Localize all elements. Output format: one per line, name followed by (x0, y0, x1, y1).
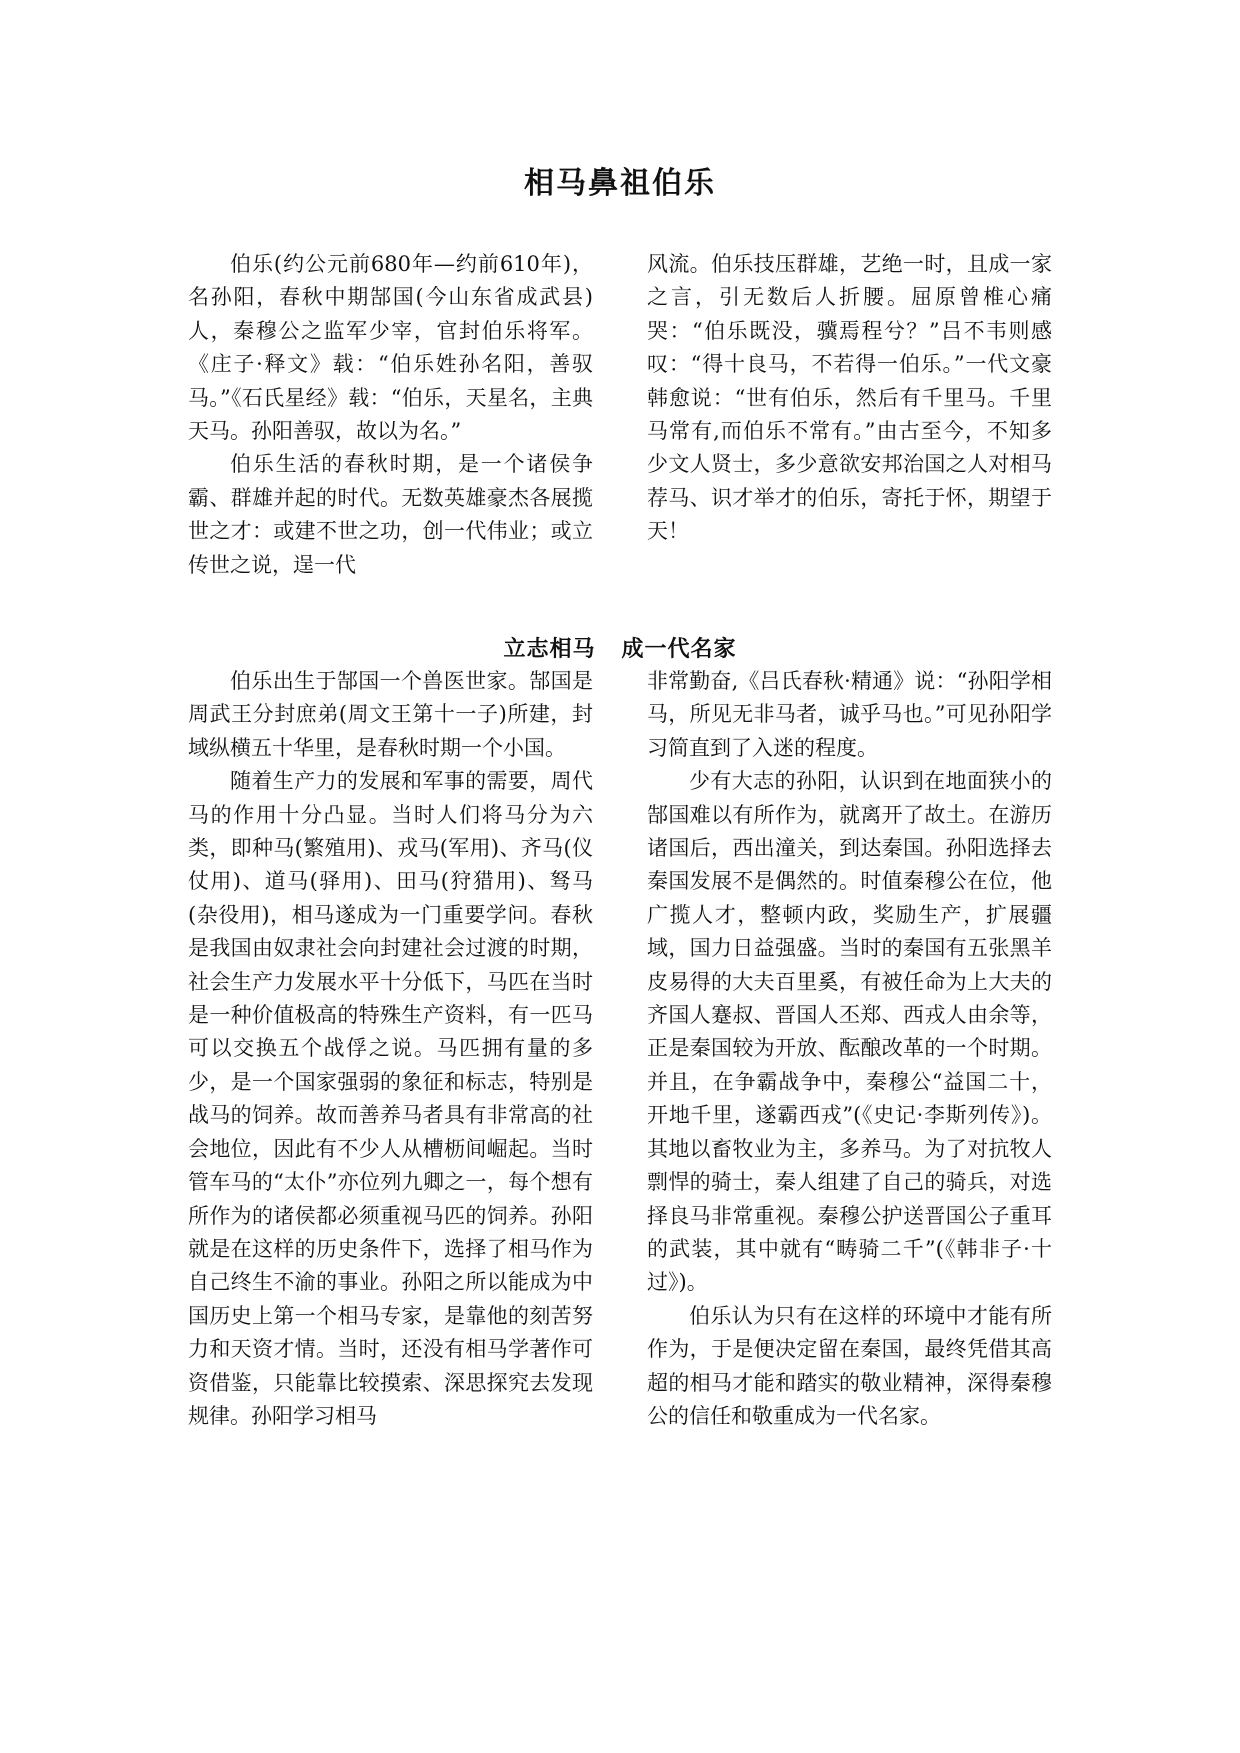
section-paragraph-3: 少有大志的孙阳，认识到在地面狭小的郜国难以有所作为，就离开了故土。在游历诸国后，西出潼关，到达秦国。孙阳选择去秦国发展不是偶然的。时值秦穆公在位，他广揽人才，整顿内政，奖励生产，扩展疆域，国力日益强盛。当时的秦国有五张黑羊皮易得的大夫百里奚，有被任命为上大夫的齐国人蹇叔、晋国人丕郑、西戎人由余等，正是秦国较为开放、酝酿改革的一个时期。并且，在争霸战争中，秦穆公“益国二十，开地千里，遂霸西戎”(《史记·李斯列传》)。其地以畜牧业为主，多养马。为了对抗牧人剽悍的骑士，秦人组建了自己的骑兵，对选择良马非常重视。秦穆公护送晋国公子重耳的武装，其中就有“畴骑二千”(《韩非子·十过》)。 (647, 769, 1052, 1295)
intro-paragraph-2-continued: 风流。伯乐技压群雄，艺绝一时，且成一家之言，引无数后人折腰。屈原曾椎心痛哭：“伯乐既没，骥焉程兮？”吕不韦则感叹：“得十良马，不若得一伯乐。”一代文豪韩愈说：“世有伯乐，然后有千里马。千里马常有,而伯乐不常有。”由古至今，不知多少文人贤士，多少意欲安邦治国之人对相马荐马、识才举才的伯乐，寄托于怀，期望于天！ (647, 252, 1052, 544)
intro-column-right (647, 248, 1052, 549)
intro-paragraph-2: 伯乐生活的春秋时期，是一个诸侯争霸、群雄并起的时代。无数英雄豪杰各展揽世之才：或建不世之功，创一代伟业；或立传世之说，逞一代 (188, 452, 593, 577)
section-heading-part-1: 立志相马 (503, 637, 596, 662)
intro-column-left (188, 248, 593, 582)
section-paragraph-1: 伯乐出生于郜国一个兽医世家。郜国是周武王分封庶弟(周文王第十一子)所建，封域纵横五十华里，是春秋时期一个小国。 (188, 669, 593, 760)
section-heading-part-2: 成一代名家 (621, 637, 737, 662)
section-heading (0, 632, 1240, 663)
page-title: 相马鼻祖伯乐 (524, 166, 716, 201)
section-column-right (647, 665, 1052, 1433)
section-paragraph-2-continued: 非常勤奋,《吕氏春秋·精通》说：“孙阳学相马，所见无非马者，诚乎马也。”可见孙阳学习简直到了入迷的程度。 (647, 669, 1052, 760)
intro-paragraph-1: 伯乐(约公元前680年—约前610年)，名孙阳，春秋中期郜国(今山东省成武县)人，秦穆公之监军少宰，官封伯乐将军。《庄子·释文》载：“伯乐姓孙名阳，善驭马。”《石氏星经》载：“伯乐，天星名，主典天马。孙阳善驭，故以为名。” (188, 252, 593, 444)
section-paragraph-2: 随着生产力的发展和军事的需要，周代马的作用十分凸显。当时人们将马分为六类，即种马(繁殖用)、戎马(军用)、齐马(仪仗用)、道马(驿用)、田马(狩猎用)、驽马(杂役用)，相马遂成为一门重要学问。春秋是我国由奴隶社会向封建社会过渡的时期，社会生产力发展水平十分低下，马匹在当时是一种价值极高的特殊生产资料，有一匹马可以交换五个战俘之说。马匹拥有量的多少，是一个国家强弱的象征和标志，特别是战马的饲养。故而善养马者具有非常高的社会地位，因此有不少人从槽枥间崛起。当时管车马的“太仆”亦位列九卿之一，每个想有所作为的诸侯都必须重视马匹的饲养。孙阳就是在这样的历史条件下，选择了相马作为自己终生不渝的事业。孙阳之所以能成为中国历史上第一个相马专家，是靠他的刻苦努力和天资才情。当时，还没有相马学著作可资借鉴，只能靠比较摸索、深思探究去发现规律。孙阳学习相马 (188, 769, 593, 1428)
section-column-left (188, 665, 593, 1433)
section-paragraph-4: 伯乐认为只有在这样的环境中才能有所作为，于是便决定留在秦国，最终凭借其高超的相马才能和踏实的敬业精神，深得秦穆公的信任和敬重成为一代名家。 (647, 1303, 1052, 1428)
